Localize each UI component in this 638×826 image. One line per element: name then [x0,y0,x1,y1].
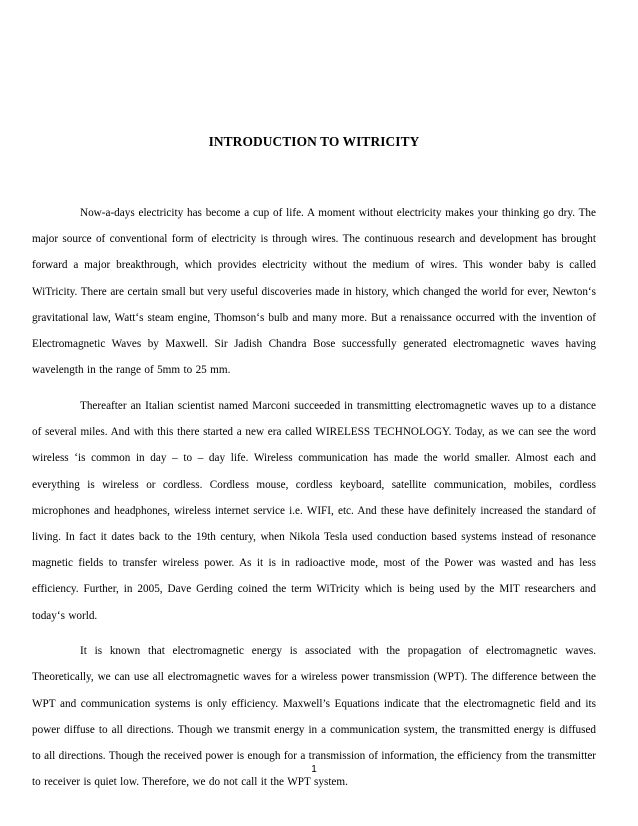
page-number: 1 [311,764,317,775]
document-page [32,0,596,826]
document-body [32,200,596,805]
page-title: INTRODUCTION TO WITRICITY [208,134,420,149]
paragraph-history: Thereafter an Italian scientist named Marconi succeeded in transmitting electromagnetic waves up to a distance of several miles. And with this there started a new era called WIRELESS TECHNOLOGY. Today, as we can see the word wireless ‘is common in day – to – day life. Wireless communication has made the world smaller. Almost each and everything is wireless or cordless. Cordless mouse, cordless keyboard, satellite communication, mobiles, cordless microphones and headphones, wireless internet service i.e. WIFI, etc. And these have definitely increased the standard of living. In fact it dates back to the 19th century, when Nikola Tesla used conduction based systems instead of resonance magnetic fields to transfer wireless power. As it is in radioactive mode, most of the Power was wasted and has less efficiency. Further, in 2005, Dave Gerding coined the term WiTricity which is being used by the MIT researchers and today‘s world. [32,399,596,622]
paragraph-intro: Now-a-days electricity has become a cup of life. A moment without electricity makes your thinking go dry. The major source of conventional form of electricity is through wires. The continuous research and development has brought forward a major breakthrough, which provides electricity without the medium of wires. This wonder baby is called WiTricity. There are certain small but very useful discoveries made in history, which changed the world for ever, Newton‘s gravitational law, Watt‘s steam engine, Thomson‘s bulb and many more. But a renaissance occurred with the invention of Electromagnetic Waves by Maxwell. Sir Jadish Chandra Bose successfully generated electromagnetic waves having wavelength in the range of 5mm to 25 mm. [32,207,596,377]
paragraph-wpt: It is known that electromagnetic energy is associated with the propagation of electromagnetic waves. Theoretically, we can use all electromagnetic waves for a wireless power transmission (WPT). The difference between the WPT and communication systems is only efficiency. Maxwell’s Equations indicate that the electromagnetic field and its power diffuse to all directions. Though we transmit energy in a communication system, the transmitted energy is diffused to all directions. Though the received power is enough for a transmission of information, the efficiency from the transmitter to receiver is quiet low. Therefore, we do not call it the WPT system. [32,645,597,789]
